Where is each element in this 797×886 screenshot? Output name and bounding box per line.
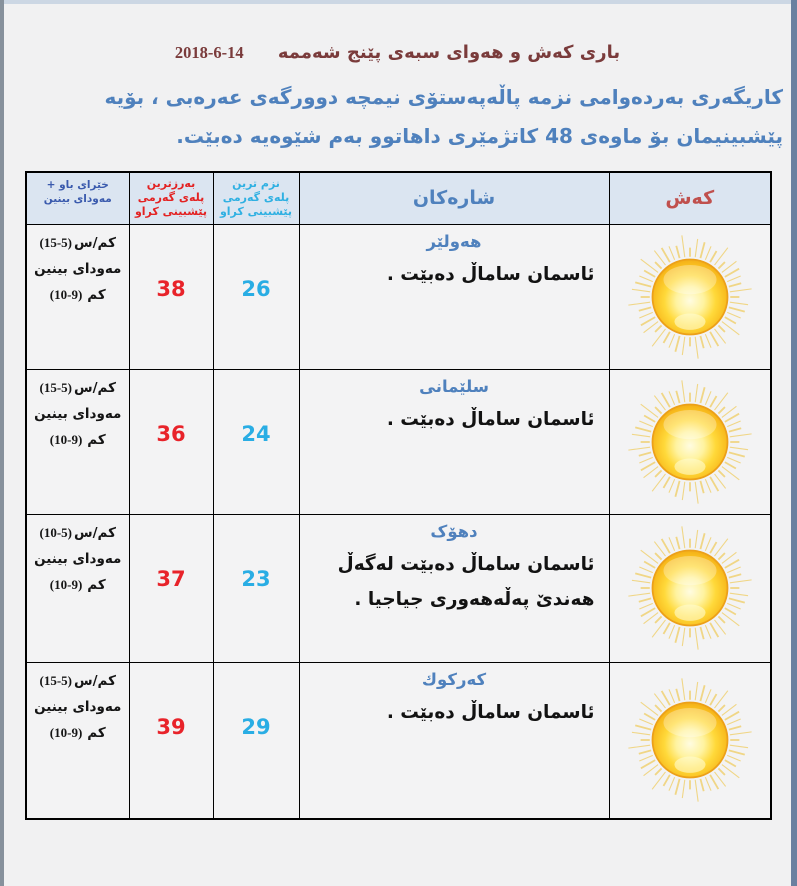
weather-cell	[609, 662, 771, 819]
wind-speed-unit: کم/س	[74, 524, 116, 541]
high-temp-value: 37	[129, 514, 213, 662]
wind-visibility-cell	[26, 514, 129, 662]
city-forecast-text	[300, 695, 609, 730]
weather-cell	[609, 369, 771, 514]
forecast-row-slemani	[26, 369, 771, 514]
wind-visibility-cell	[26, 224, 129, 369]
forecast-line: ئاسمان ساماڵ دەبێت لەگەڵ	[337, 553, 595, 575]
city-name: دهۆک	[430, 521, 478, 541]
city-cell	[299, 224, 609, 369]
sun-icon	[624, 676, 756, 804]
wind-speed-unit: کم/س	[74, 672, 116, 689]
header-line: خێرای باو +	[46, 179, 109, 191]
visibility-range	[27, 577, 129, 593]
visibility-range	[27, 432, 129, 448]
window-frame-top	[0, 0, 797, 4]
column-header-weather: كەش	[609, 172, 771, 224]
wind-speed	[27, 525, 129, 541]
sun-icon	[624, 233, 756, 361]
intro-line-2: پێشبینیمان بۆ ماوەی 48 کاتژمێری داهاتوو بەم شێوەیە دەبێت.	[176, 124, 783, 148]
header-line: پلەی گەرمی	[137, 191, 205, 204]
intro-paragraph	[26, 78, 783, 156]
visibility-unit: کم	[87, 724, 106, 741]
wind-speed-range: (15-5)	[39, 234, 72, 250]
high-temp-value: 38	[129, 224, 213, 369]
city-name: هەولێر	[426, 231, 482, 251]
forecast-table	[25, 171, 772, 820]
header-line: بەرزترین	[146, 177, 196, 190]
sun-icon	[624, 378, 756, 506]
visibility-label: مەودای بینین	[34, 260, 122, 277]
low-temp-value: 24	[213, 369, 299, 514]
visibility-range	[27, 287, 129, 303]
city-name: سلێمانی	[419, 376, 489, 396]
column-header-low-temp	[213, 172, 299, 224]
visibility-range	[27, 725, 129, 741]
city-name: كەركوك	[421, 669, 487, 689]
intro-line-1: کاریگەری بەردەوامی نزمە پاڵەپەستۆی نیمچە دوورگەی عەرەبی ، بۆیە	[104, 85, 783, 109]
weather-cell	[609, 514, 771, 662]
wind-visibility-cell	[26, 369, 129, 514]
visibility-range-value: (10-9)	[49, 286, 83, 302]
visibility-label: مەودای بینین	[34, 405, 122, 422]
header-line: پێشبینی کراو	[219, 205, 293, 218]
column-header-high-temp	[129, 172, 213, 224]
column-header-wind-visibility	[26, 172, 129, 224]
wind-speed-unit: کم/س	[74, 379, 116, 396]
visibility-unit: کم	[87, 576, 106, 593]
wind-speed-range: (15-5)	[39, 379, 72, 395]
forecast-line: ئاسمان ساماڵ دەبێت .	[386, 408, 595, 430]
header-line: پلەی گەرمی	[222, 191, 290, 204]
visibility-range-value: (10-9)	[49, 724, 83, 740]
header-line: نزم ترین	[232, 177, 280, 190]
window-frame-left	[0, 0, 4, 886]
city-forecast-text	[300, 547, 609, 617]
weather-cell	[609, 224, 771, 369]
visibility-range-value: (10-9)	[49, 431, 83, 447]
low-temp-value: 29	[213, 662, 299, 819]
title-text: باری کەش و هەوای سبەی پێنج شەممە	[277, 42, 621, 63]
wind-speed-unit: کم/س	[74, 234, 116, 251]
forecast-line: ئاسمان ساماڵ دەبێت .	[386, 701, 595, 723]
high-temp-value: 39	[129, 662, 213, 819]
visibility-range-value: (10-9)	[49, 576, 83, 592]
wind-speed	[27, 235, 129, 251]
document-page	[4, 4, 791, 886]
forecast-row-hewler	[26, 224, 771, 369]
city-forecast-text	[300, 257, 609, 292]
table-header-row	[26, 172, 771, 224]
wind-speed-range: (10-5)	[39, 524, 72, 540]
sun-icon	[624, 524, 756, 652]
visibility-label: مەودای بینین	[34, 698, 122, 715]
low-temp-value: 26	[213, 224, 299, 369]
forecast-row-kerkuk	[26, 662, 771, 819]
city-forecast-text	[300, 402, 609, 437]
report-title	[4, 42, 791, 63]
wind-speed-range: (15-5)	[39, 672, 72, 688]
wind-visibility-cell	[26, 662, 129, 819]
visibility-unit: کم	[87, 286, 106, 303]
city-cell	[299, 369, 609, 514]
visibility-label: مەودای بینین	[34, 550, 122, 567]
wind-speed	[27, 673, 129, 689]
column-header-cities: شارەکان	[299, 172, 609, 224]
visibility-unit: کم	[87, 431, 106, 448]
window-frame-right	[791, 0, 797, 886]
forecast-line: ئاسمان ساماڵ دەبێت .	[386, 263, 595, 285]
low-temp-value: 23	[213, 514, 299, 662]
city-cell	[299, 514, 609, 662]
header-line: مەودای بینین	[43, 193, 112, 205]
city-cell	[299, 662, 609, 819]
forecast-row-dhok	[26, 514, 771, 662]
high-temp-value: 36	[129, 369, 213, 514]
forecast-line: هەندێ پەڵەهەوری جیاجیا .	[354, 588, 595, 610]
wind-speed	[27, 380, 129, 396]
header-line: پێشبینی کراو	[134, 205, 208, 218]
title-date: 2018-6-14	[174, 43, 244, 62]
